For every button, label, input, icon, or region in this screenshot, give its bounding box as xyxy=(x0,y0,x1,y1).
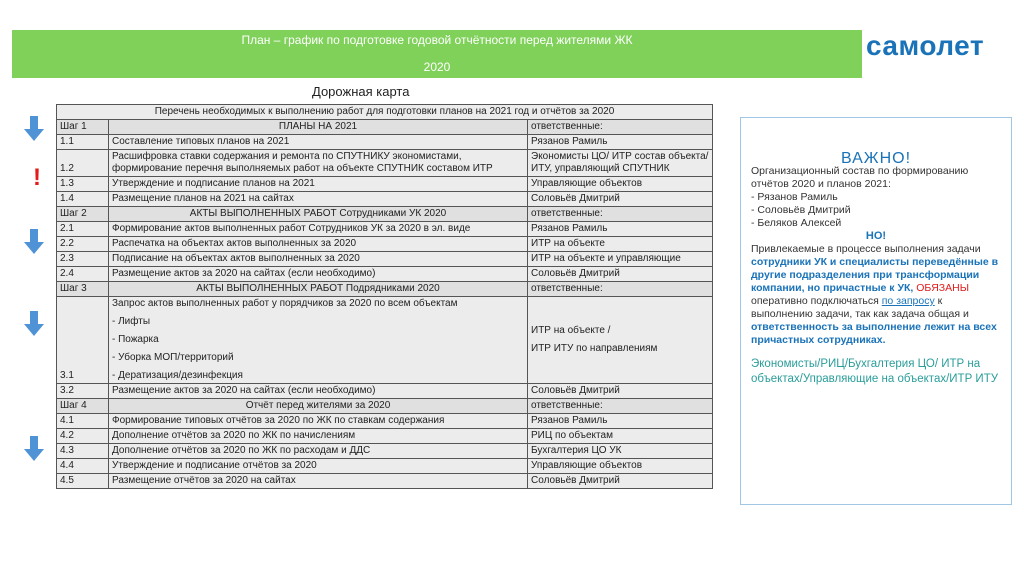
table-caption-row xyxy=(57,105,713,120)
row-task: Утверждение и подписание отчётов за 2020 xyxy=(109,459,528,474)
row-task: Подписание на объектах актов выполненных за 2020 xyxy=(109,252,528,267)
table-row xyxy=(57,444,713,459)
samolet-logo: самолет xyxy=(866,30,985,61)
row-task: Расшифровка ставки содержания и ремонта по СПУТНИКУ экономистами, формирование перечня выполняемых работ на объекте СПУТНИК составом ИТР xyxy=(109,150,528,177)
note-text: Привлекаемые в процессе выполнения задачи xyxy=(751,243,981,255)
note-text: оперативно подключаться xyxy=(751,295,882,307)
table-row xyxy=(57,252,713,267)
row-responsible: ответственные: xyxy=(528,399,713,414)
responsible-line: ИТР ИТУ по направлениям xyxy=(531,343,658,354)
row-task: АКТЫ ВЫПОЛНЕННЫХ РАБОТ Подрядниками 2020 xyxy=(109,282,528,297)
row-responsible: Соловьёв Дмитрий xyxy=(528,267,713,282)
step-row xyxy=(57,207,713,222)
row-number: 1.4 xyxy=(57,192,109,207)
row-task: Отчёт перед жителями за 2020 xyxy=(109,399,528,414)
step-row xyxy=(57,399,713,414)
note-responsibility: ответственность за выполнение лежит на всех причастных сотрудниках. xyxy=(751,321,997,346)
important-note-panel xyxy=(740,117,1012,505)
row-task: АКТЫ ВЫПОЛНЕННЫХ РАБОТ Сотрудниками УК 2020 xyxy=(109,207,528,222)
down-arrow-icon xyxy=(23,311,45,337)
row-responsible: Управляющие объектов xyxy=(528,459,713,474)
row-responsible: ответственные: xyxy=(528,282,713,297)
table-row xyxy=(57,297,713,384)
row-number: 4.5 xyxy=(57,474,109,489)
row-responsible: Бухгалтерия ЦО УК xyxy=(528,444,713,459)
list-item: - Беляков Алексей xyxy=(751,217,842,229)
table-row xyxy=(57,267,713,282)
header-title: План – график по подготовке годовой отчётности перед жителями ЖК xyxy=(241,33,633,47)
task-line: - Лифты xyxy=(112,316,151,327)
row-number: 4.2 xyxy=(57,429,109,444)
roadmap-table xyxy=(56,104,713,489)
header-year: 2020 xyxy=(423,60,451,74)
row-number: 4.3 xyxy=(57,444,109,459)
row-responsible: Рязанов Рамиль xyxy=(528,135,713,150)
row-responsible: РИЦ по объектам xyxy=(528,429,713,444)
row-number: 4.1 xyxy=(57,414,109,429)
row-responsible: Управляющие объектов xyxy=(528,177,713,192)
row-responsible: Соловьёв Дмитрий xyxy=(528,384,713,399)
note-on-request: по запросу xyxy=(881,295,935,307)
row-responsible: Соловьёв Дмитрий xyxy=(528,474,713,489)
table-row xyxy=(57,414,713,429)
row-number: 2.2 xyxy=(57,237,109,252)
list-item: - Соловьёв Дмитрий xyxy=(751,204,851,216)
row-number: 4.4 xyxy=(57,459,109,474)
table-row xyxy=(57,237,713,252)
task-line: - Дератизация/дезинфекция xyxy=(112,370,243,381)
row-number: 2.4 xyxy=(57,267,109,282)
row-number: 3.2 xyxy=(57,384,109,399)
row-number: 1.2 xyxy=(57,150,109,177)
row-number: 1.1 xyxy=(57,135,109,150)
row-responsible xyxy=(528,297,713,384)
row-task: Утверждение и подписание планов на 2021 xyxy=(109,177,528,192)
note-obliged: ОБЯЗАНЫ xyxy=(916,282,969,294)
note-paragraph xyxy=(751,243,1001,347)
row-responsible: ответственные: xyxy=(528,207,713,222)
row-task: Размещение отчётов за 2020 на сайтах xyxy=(109,474,528,489)
row-number: 1.3 xyxy=(57,177,109,192)
step-row xyxy=(57,282,713,297)
note-text: к выполнению задачи, так как задача общая и xyxy=(751,295,969,320)
table-row xyxy=(57,474,713,489)
roadmap-title: Дорожная карта xyxy=(312,84,410,99)
task-line: - Пожарка xyxy=(112,334,159,345)
row-responsible: Рязанов Рамиль xyxy=(528,222,713,237)
exclamation-mark: ! xyxy=(33,164,41,191)
row-number: 2.3 xyxy=(57,252,109,267)
but-heading: НО! xyxy=(865,230,887,242)
row-task: Распечатка на объектах актов выполненных за 2020 xyxy=(109,237,528,252)
table-row xyxy=(57,459,713,474)
row-task: Размещение актов за 2020 на сайтах (если необходимо) xyxy=(109,267,528,282)
table-caption: Перечень необходимых к выполнению работ для подготовки планов на 2021 год и отчётов за 2020 xyxy=(57,105,713,120)
row-responsible: Рязанов Рамиль xyxy=(528,414,713,429)
row-number: Шаг 3 xyxy=(57,282,109,297)
row-responsible: ИТР на объекте xyxy=(528,237,713,252)
row-responsible: Экономисты ЦО/ ИТР состав объекта/ИТУ, управляющий СПУТНИК xyxy=(528,150,713,177)
down-arrow-icon xyxy=(23,229,45,255)
row-task xyxy=(109,297,528,384)
row-task: Размещение планов на 2021 на сайтах xyxy=(109,192,528,207)
row-number: 3.1 xyxy=(57,297,109,384)
list-item: - Рязанов Рамиль xyxy=(751,191,838,203)
table-row xyxy=(57,150,713,177)
step-row xyxy=(57,120,713,135)
row-task: ПЛАНЫ НА 2021 xyxy=(109,120,528,135)
responsible-line: ИТР на объекте / xyxy=(531,325,611,336)
people-list xyxy=(751,191,1001,230)
table-row xyxy=(57,222,713,237)
row-number: Шаг 1 xyxy=(57,120,109,135)
task-line: - Уборка МОП/территорий xyxy=(112,352,234,363)
row-task: Формирование актов выполненных работ Сотрудников УК за 2020 в эл. виде xyxy=(109,222,528,237)
task-line: Запрос актов выполненных работ у порядчиков за 2020 по всем объектам xyxy=(112,298,458,309)
table-row xyxy=(57,192,713,207)
important-heading: ВАЖНО! xyxy=(840,150,912,167)
row-responsible: Соловьёв Дмитрий xyxy=(528,192,713,207)
table-row xyxy=(57,135,713,150)
row-task: Составление типовых планов на 2021 xyxy=(109,135,528,150)
down-arrow-icon xyxy=(23,116,45,142)
note-highlight: сотрудники УК и специалисты переведённые в другие подразделения при трансформации компании, но причастные к УК, xyxy=(751,256,999,294)
header-banner xyxy=(12,30,862,78)
row-task: Формирование типовых отчётов за 2020 по ЖК по ставкам содержания xyxy=(109,414,528,429)
down-arrow-icon xyxy=(23,436,45,462)
row-number: 2.1 xyxy=(57,222,109,237)
row-task: Дополнение отчётов за 2020 по ЖК по начислениям xyxy=(109,429,528,444)
note-intro: Организационный состав по формированию отчётов 2020 и планов 2021: xyxy=(751,165,969,190)
row-task: Дополнение отчётов за 2020 по ЖК по расходам и ДДС xyxy=(109,444,528,459)
note-departments: Экономисты/РИЦ/Бухгалтерия ЦО/ ИТР на объектах/Управляющие на объектах/ИТР ИТУ xyxy=(751,358,999,385)
table-row xyxy=(57,177,713,192)
row-responsible: ИТР на объекте и управляющие xyxy=(528,252,713,267)
table-row xyxy=(57,384,713,399)
row-number: Шаг 2 xyxy=(57,207,109,222)
table-row xyxy=(57,429,713,444)
row-number: Шаг 4 xyxy=(57,399,109,414)
row-responsible: ответственные: xyxy=(528,120,713,135)
row-task: Размещение актов за 2020 на сайтах (если необходимо) xyxy=(109,384,528,399)
